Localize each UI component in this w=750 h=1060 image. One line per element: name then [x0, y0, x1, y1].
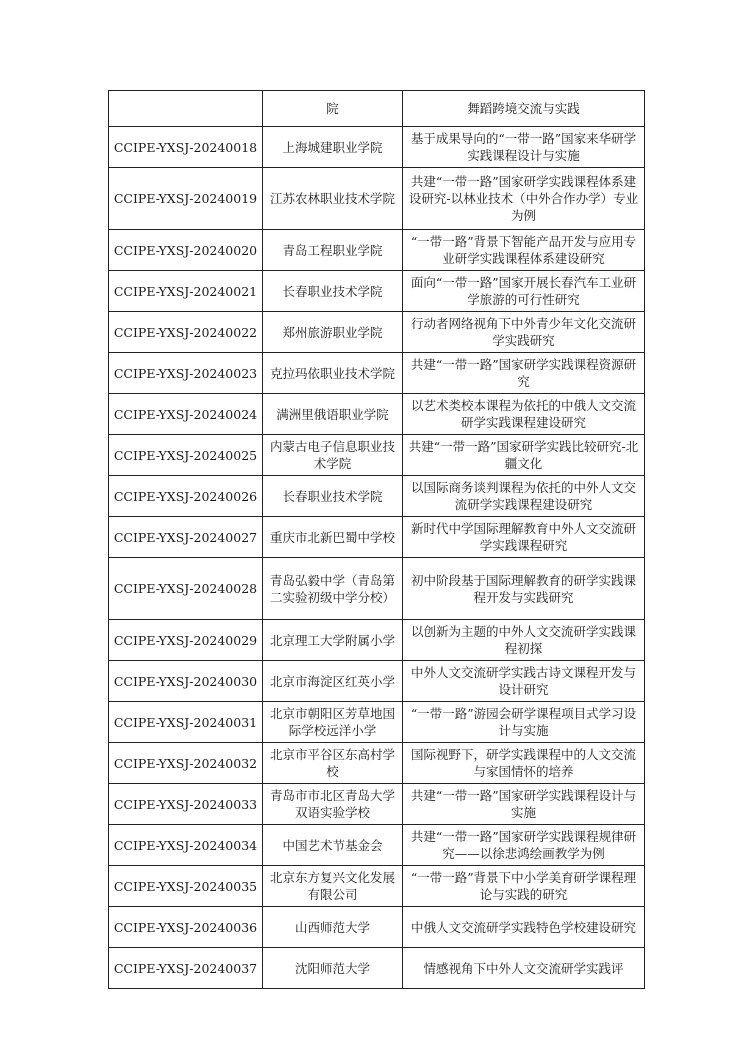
organization-cell: 内蒙古电子信息职业技术学院 — [263, 435, 403, 476]
table-row — [109, 394, 645, 435]
table-row — [109, 517, 645, 558]
table-row — [109, 866, 645, 907]
project-code-cell: CCIPE-YXSJ-20240020 — [109, 230, 263, 271]
project-code-cell: CCIPE-YXSJ-20240034 — [109, 825, 263, 866]
project-title-cell: 中外人文交流研学实践古诗文课程开发与设计研究 — [403, 661, 645, 702]
project-title-cell: 以创新为主题的中外人文交流研学实践课程初探 — [403, 620, 645, 661]
table-row — [109, 661, 645, 702]
project-code-cell: CCIPE-YXSJ-20240032 — [109, 743, 263, 784]
project-title-cell: 共建“一带一路”国家研学实践比较研究-北疆文化 — [403, 435, 645, 476]
table-row — [109, 558, 645, 620]
organization-cell: 青岛工程职业学院 — [263, 230, 403, 271]
project-code-cell: CCIPE-YXSJ-20240023 — [109, 353, 263, 394]
organization-cell: 北京东方复兴文化发展有限公司 — [263, 866, 403, 907]
project-code-cell: CCIPE-YXSJ-20240021 — [109, 271, 263, 312]
project-title-cell: 中俄人文交流研学实践特色学校建设研究 — [403, 907, 645, 948]
project-title-cell: 共建“一带一路”国家研学实践课程规律研究——以徐悲鸿绘画教学为例 — [403, 825, 645, 866]
project-code-cell: CCIPE-YXSJ-20240033 — [109, 784, 263, 825]
organization-cell: 院 — [263, 91, 403, 127]
project-code-cell: CCIPE-YXSJ-20240018 — [109, 127, 263, 168]
table-row — [109, 702, 645, 743]
table-row — [109, 435, 645, 476]
project-title-cell: 情感视角下中外人文交流研学实践评 — [403, 948, 645, 989]
project-title-cell: “一带一路”游园会研学课程项目式学习设计与实施 — [403, 702, 645, 743]
table-row — [109, 168, 645, 230]
organization-cell: 北京市平谷区东高村学校 — [263, 743, 403, 784]
table-row — [109, 230, 645, 271]
project-code-cell: CCIPE-YXSJ-20240030 — [109, 661, 263, 702]
table-row — [109, 907, 645, 948]
organization-cell: 江苏农林职业技术学院 — [263, 168, 403, 230]
project-title-cell: 新时代中学国际理解教育中外人文交流研学实践课程研究 — [403, 517, 645, 558]
project-code-cell: CCIPE-YXSJ-20240036 — [109, 907, 263, 948]
table-row — [109, 784, 645, 825]
table-row — [109, 743, 645, 784]
organization-cell: 长春职业技术学院 — [263, 476, 403, 517]
organization-cell: 北京市朝阳区芳草地国际学校远洋小学 — [263, 702, 403, 743]
project-code-cell: CCIPE-YXSJ-20240019 — [109, 168, 263, 230]
project-title-cell: 共建“一带一路”国家研学实践课程体系建设研究-以林业技术（中外合作办学）专业为例 — [403, 168, 645, 230]
organization-cell: 青岛市市北区青岛大学双语实验学校 — [263, 784, 403, 825]
organization-cell: 北京市海淀区红英小学 — [263, 661, 403, 702]
project-code-cell — [109, 91, 263, 127]
table-row — [109, 620, 645, 661]
organization-cell: 满洲里俄语职业学院 — [263, 394, 403, 435]
organization-cell: 北京理工大学附属小学 — [263, 620, 403, 661]
project-title-cell: “一带一路”背景下智能产品开发与应用专业研学实践课程体系建设研究 — [403, 230, 645, 271]
table-row — [109, 127, 645, 168]
project-code-cell: CCIPE-YXSJ-20240025 — [109, 435, 263, 476]
project-code-cell: CCIPE-YXSJ-20240027 — [109, 517, 263, 558]
organization-cell: 重庆市北新巴蜀中学校 — [263, 517, 403, 558]
project-code-cell: CCIPE-YXSJ-20240028 — [109, 558, 263, 620]
project-code-cell: CCIPE-YXSJ-20240029 — [109, 620, 263, 661]
project-title-cell: 初中阶段基于国际理解教育的研学实践课程开发与实践研究 — [403, 558, 645, 620]
table-row — [109, 312, 645, 353]
project-title-cell: 基于成果导向的“一带一路”国家来华研学实践课程设计与实施 — [403, 127, 645, 168]
project-title-cell: 舞蹈跨境交流与实践 — [403, 91, 645, 127]
organization-cell: 长春职业技术学院 — [263, 271, 403, 312]
project-table-body — [109, 91, 645, 989]
table-row — [109, 825, 645, 866]
project-title-cell: 以艺术类校本课程为依托的中俄人文交流研学实践课程建设研究 — [403, 394, 645, 435]
project-code-cell: CCIPE-YXSJ-20240031 — [109, 702, 263, 743]
project-code-cell: CCIPE-YXSJ-20240024 — [109, 394, 263, 435]
table-row — [109, 91, 645, 127]
organization-cell: 上海城建职业学院 — [263, 127, 403, 168]
organization-cell: 山西师范大学 — [263, 907, 403, 948]
table-row — [109, 271, 645, 312]
organization-cell: 郑州旅游职业学院 — [263, 312, 403, 353]
project-title-cell: “一带一路”背景下中小学美育研学课程理论与实践的研究 — [403, 866, 645, 907]
project-table — [108, 90, 645, 989]
table-row — [109, 353, 645, 394]
project-code-cell: CCIPE-YXSJ-20240026 — [109, 476, 263, 517]
project-title-cell: 共建“一带一路”国家研学实践课程资源研究 — [403, 353, 645, 394]
organization-cell: 沈阳师范大学 — [263, 948, 403, 989]
project-code-cell: CCIPE-YXSJ-20240022 — [109, 312, 263, 353]
project-title-cell: 以国际商务谈判课程为依托的中外人文交流研学实践课程建设研究 — [403, 476, 645, 517]
table-row — [109, 948, 645, 989]
project-code-cell: CCIPE-YXSJ-20240035 — [109, 866, 263, 907]
organization-cell: 青岛弘毅中学（青岛第二实验初级中学分校） — [263, 558, 403, 620]
project-code-cell: CCIPE-YXSJ-20240037 — [109, 948, 263, 989]
organization-cell: 中国艺术节基金会 — [263, 825, 403, 866]
organization-cell: 克拉玛依职业技术学院 — [263, 353, 403, 394]
project-title-cell: 共建“一带一路”国家研学实践课程设计与实施 — [403, 784, 645, 825]
table-row — [109, 476, 645, 517]
project-title-cell: 国际视野下，研学实践课程中的人文交流与家国情怀的培养 — [403, 743, 645, 784]
project-title-cell: 面向“一带一路”国家开展长春汽车工业研学旅游的可行性研究 — [403, 271, 645, 312]
project-title-cell: 行动者网络视角下中外青少年文化交流研学实践研究 — [403, 312, 645, 353]
